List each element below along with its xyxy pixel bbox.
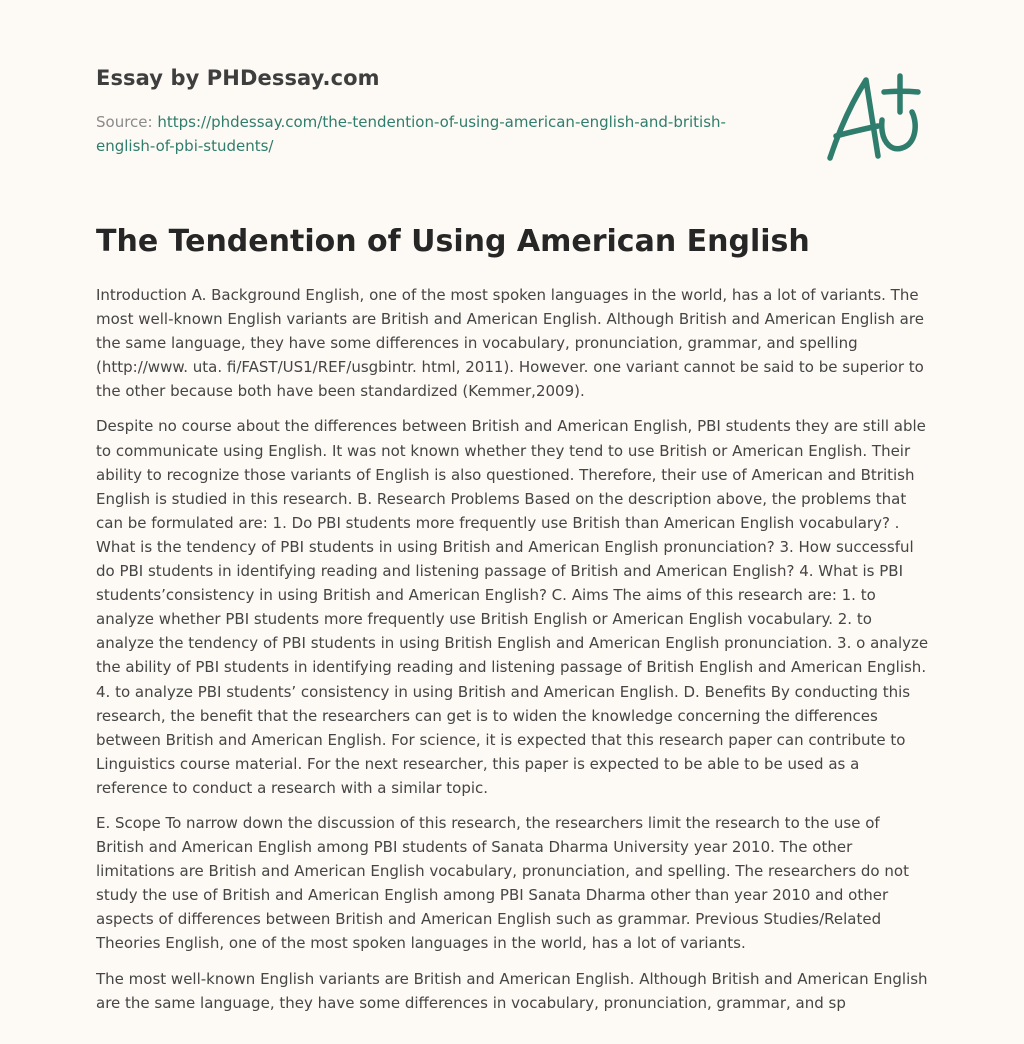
essay-body [96,283,932,1033]
source-link[interactable]: https://phdessay.com/the-tendention-of-using-american-english-and-british-english-of-pbi-students/ [96,113,726,155]
source-line [96,110,776,158]
essay-paragraph: E. Scope To narrow down the discussion of this research, the researchers limit the research to the use of British and American English among PBI students of Sanata Dharma University year 2010. The other limitations are British and American English vocabulary, pronunciation, and spelling. The researchers do not study the use of British and American English among PBI Sanata Dharma other than year 2010 and other aspects of differences between British and American English such as grammar. Previous Studies/Related Theories English, one of the most spoken languages in the world, has a lot of variants. [96,813,909,953]
essay-paragraph: Despite no course about the differences between British and American English, PBI students they are still able to communicate using English. It was not known whether they tend to use British or American English. Their ability to recognize those variants of English is also questioned. Therefore, their use of American and Btritish English is studied in this research. B. Research Problems Based on the description above, the problems that can be formulated are: 1. Do PBI students more frequently use British than American English vocabulary? . What is the tendency of PBI students in using British and American English pronunciation? 3. How successful do PBI students in identifying reading and listening passage of British and American English? 4. What is PBI students’consistency in using British and American English? C. Aims The aims of this research are: 1. to analyze whether PBI students more frequently use British English or American English vocabulary. 2. to analyze the tendency of PBI students in using British English and American English pronunciation. 3. o analyze the ability of PBI students in identifying reading and listening passage of British English and American English. 4. to analyze PBI students’ consistency in using British and American English. D. Benefits By conducting this research, the benefit that the researchers can get is to widen the knowledge concerning the differences between British and American English. For science, it is expected that this research paper can contribute to Linguistics course material. For the next researcher, this paper is expected to be able to be used as a reference to conduct a research with a similar topic. [96,417,929,797]
essay-paragraph: The most well-known English variants are British and American English. Although British and American English are the same language, they have some differences in vocabulary, pronunciation, grammar, and sp [96,969,928,1012]
essay-paragraph: Introduction A. Background English, one of the most spoken languages in the world, has a lot of variants. The most well-known English variants are British and American English. Although British and American English are the same language, they have some differences in vocabulary, pronunciation, grammar, and spelling (http://www. uta. fi/FAST/US1/REF/usgbintr. html, 2011). However. one variant cannot be said to be superior to the other because both have been standardized (Kemmer,2009). [96,286,924,401]
source-label: Source: [96,113,153,131]
a-plus-grade-icon [820,66,932,166]
site-title: Essay by PHDessay.com [96,66,380,90]
essay-title: The Tendention of Using American English [96,224,810,259]
